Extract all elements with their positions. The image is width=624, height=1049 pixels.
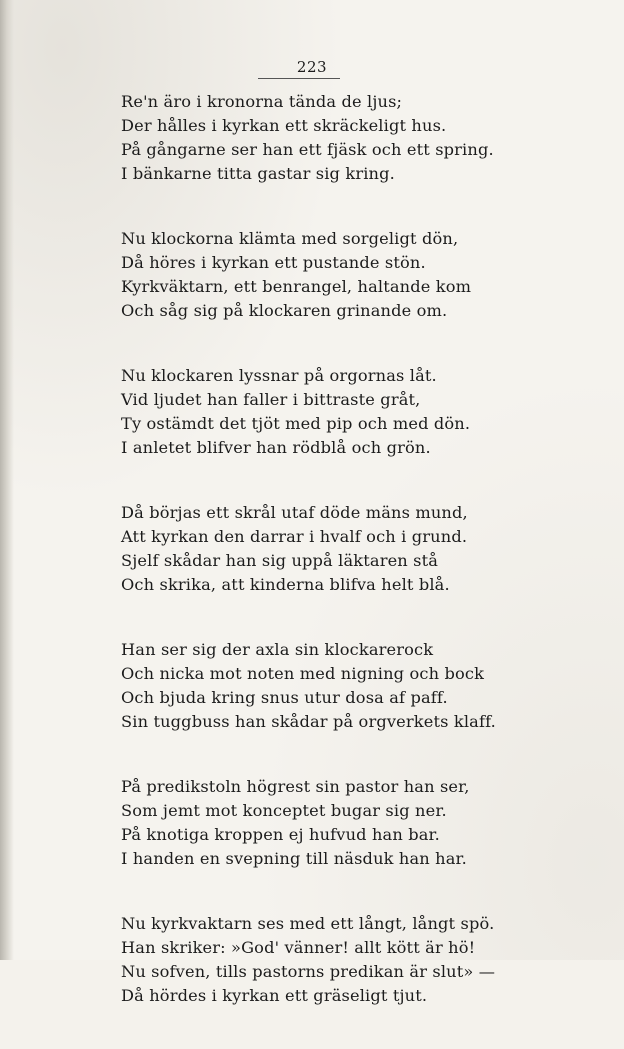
poem-line: Nu klockaren lyssnar på orgornas låt.	[121, 366, 437, 385]
stanza-6	[121, 775, 601, 871]
poem-line: Nu kyrkvaktarn ses med ett långt, långt spö.	[121, 914, 495, 933]
poem-line: Att kyrkan den darrar i hvalf och i grund.	[121, 527, 468, 546]
poem-line: Nu sofven, tills pastorns predikan är slut» —	[121, 962, 496, 981]
page-number-rule	[258, 78, 340, 79]
poem-line: Ty ostämdt det tjöt med pip och med dön.	[121, 414, 471, 433]
poem-line: På knotiga kroppen ej hufvud han bar.	[121, 825, 440, 844]
poem-line: Sin tuggbuss han skådar på orgverkets klaff.	[121, 712, 496, 731]
poem-line: Då börjas ett skrål utaf döde mäns mund,	[121, 503, 468, 522]
poem-line: Der hålles i kyrkan ett skräckeligt hus.	[121, 116, 447, 135]
stanza-3	[121, 364, 601, 460]
page-number: 223	[296, 58, 328, 76]
poem-line: Vid ljudet han faller i bittraste gråt,	[121, 390, 421, 409]
poem	[121, 90, 601, 1049]
stanza-2	[121, 227, 601, 323]
poem-line: Då höres i kyrkan ett pustande stön.	[121, 253, 426, 272]
poem-line: Och nicka mot noten med nigning och bock	[121, 664, 485, 683]
page-binding-edge	[0, 0, 14, 960]
poem-line: Som jemt mot konceptet bugar sig ner.	[121, 801, 447, 820]
poem-line: I handen en svepning till näsduk han har.	[121, 849, 467, 868]
poem-line: Han ser sig der axla sin klockarerock	[121, 640, 434, 659]
poem-line: På predikstoln högrest sin pastor han ser,	[121, 777, 470, 796]
poem-line: Han skriker: »God' vänner! allt kött är hö!	[121, 938, 476, 957]
stanza-4	[121, 501, 601, 597]
poem-line: Sjelf skådar han sig uppå läktaren stå	[121, 551, 439, 570]
poem-line: Nu klockorna klämta med sorgeligt dön,	[121, 229, 459, 248]
poem-line: Och skrika, att kinderna blifva helt blå.	[121, 575, 450, 594]
poem-line: Och såg sig på klockaren grinande om.	[121, 301, 448, 320]
poem-line: Då hördes i kyrkan ett gräseligt tjut.	[121, 986, 428, 1005]
poem-line: I bänkarne titta gastar sig kring.	[121, 164, 395, 183]
poem-line: Re'n äro i kronorna tända de ljus;	[121, 92, 403, 111]
stanza-7	[121, 912, 601, 1008]
stanza-1	[121, 90, 601, 186]
poem-line: I anletet blifver han rödblå och grön.	[121, 438, 431, 457]
stanza-5	[121, 638, 601, 734]
poem-line: Och bjuda kring snus utur dosa af paff.	[121, 688, 448, 707]
poem-line: Kyrkväktarn, ett benrangel, haltande kom	[121, 277, 472, 296]
poem-line: På gångarne ser han ett fjäsk och ett spring.	[121, 140, 494, 159]
